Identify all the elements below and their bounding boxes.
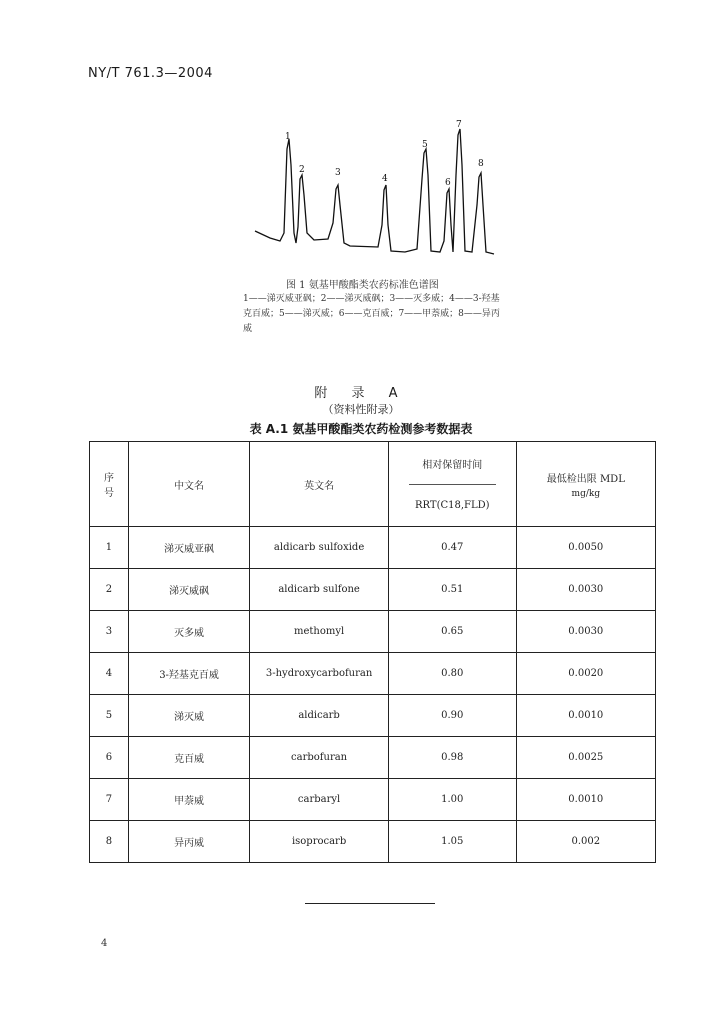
table-header-row (90, 442, 656, 527)
row-rrt: 1.05 (388, 821, 516, 863)
peak-label-2: 2 (299, 165, 305, 175)
table-row (90, 569, 656, 611)
row-cn-name: 涕灭威亚砜 (128, 527, 249, 569)
header-mdl (516, 442, 655, 527)
row-no: 8 (90, 821, 129, 863)
header-mdl-label: 最低检出限 MDL (546, 473, 625, 485)
row-rrt: 0.65 (388, 611, 516, 653)
table-row (90, 653, 656, 695)
peak-label-7: 7 (456, 120, 462, 130)
figure-caption: 图 1 氨基甲酸酯类农药标准色谱图 (286, 280, 439, 291)
row-rrt: 1.00 (388, 779, 516, 821)
table-title: 表 A.1 氨基甲酸酯类农药检测参考数据表 (249, 422, 473, 436)
row-en-name: aldicarb sulfone (250, 569, 389, 611)
header-rrt-label: 相对保留时间 (409, 442, 496, 485)
peak-label-5: 5 (422, 140, 428, 150)
peak-label-8: 8 (478, 159, 484, 169)
row-cn-name: 甲萘威 (128, 779, 249, 821)
row-mdl: 0.002 (516, 821, 655, 863)
row-cn-name: 涕灭威砜 (128, 569, 249, 611)
row-en-name: methomyl (250, 611, 389, 653)
table-row (90, 779, 656, 821)
row-rrt: 0.47 (388, 527, 516, 569)
row-en-name: aldicarb sulfoxide (250, 527, 389, 569)
row-en-name: 3-hydroxycarbofuran (250, 653, 389, 695)
row-cn-name: 涕灭威 (128, 695, 249, 737)
header-en-name: 英文名 (250, 442, 389, 527)
standard-code: NY/T 761.3—2004 (88, 66, 213, 81)
table-row (90, 611, 656, 653)
row-en-name: carbofuran (250, 737, 389, 779)
row-mdl: 0.0030 (516, 569, 655, 611)
peak-label-6: 6 (445, 178, 451, 188)
row-rrt: 0.90 (388, 695, 516, 737)
row-no: 3 (90, 611, 129, 653)
table-row (90, 695, 656, 737)
peak-label-3: 3 (335, 168, 341, 178)
chromatogram-figure (250, 115, 500, 255)
reference-data-table (89, 441, 656, 863)
row-rrt: 0.80 (388, 653, 516, 695)
row-mdl: 0.0030 (516, 611, 655, 653)
row-en-name: isoprocarb (250, 821, 389, 863)
row-en-name: carbaryl (250, 779, 389, 821)
header-cn-name: 中文名 (128, 442, 249, 527)
annex-subtitle: （资料性附录） (322, 403, 400, 416)
row-rrt: 0.51 (388, 569, 516, 611)
row-no: 1 (90, 527, 129, 569)
row-cn-name: 克百威 (128, 737, 249, 779)
row-mdl: 0.0025 (516, 737, 655, 779)
row-no: 5 (90, 695, 129, 737)
header-rrt (388, 442, 516, 527)
page-number: 4 (101, 938, 108, 949)
row-no: 4 (90, 653, 129, 695)
row-mdl: 0.0020 (516, 653, 655, 695)
row-cn-name: 灭多威 (128, 611, 249, 653)
footer-rule (305, 903, 435, 904)
row-no: 2 (90, 569, 129, 611)
chromatogram-trace (255, 129, 494, 254)
table-row (90, 527, 656, 569)
row-no: 6 (90, 737, 129, 779)
table-row (90, 821, 656, 863)
row-cn-name: 3-羟基克百威 (128, 653, 249, 695)
header-mdl-unit: mg/kg (571, 488, 601, 499)
row-no: 7 (90, 779, 129, 821)
row-mdl: 0.0050 (516, 527, 655, 569)
row-cn-name: 异丙威 (128, 821, 249, 863)
annex-title: 附 录 A (314, 386, 408, 401)
table-row (90, 737, 656, 779)
peak-label-4: 4 (382, 174, 388, 184)
header-no: 序号 (90, 442, 129, 527)
row-rrt: 0.98 (388, 737, 516, 779)
header-rrt-method: RRT(C18,FLD) (415, 500, 490, 511)
row-mdl: 0.0010 (516, 695, 655, 737)
row-en-name: aldicarb (250, 695, 389, 737)
row-mdl: 0.0010 (516, 779, 655, 821)
figure-legend: 1——涕灭威亚砜；2——涕灭威砜；3——灭多威；4——3-羟基克百威；5——涕灭威；6——克百威；7——甲萘威；8——异丙威 (243, 294, 500, 334)
peak-label-1: 1 (285, 132, 291, 142)
